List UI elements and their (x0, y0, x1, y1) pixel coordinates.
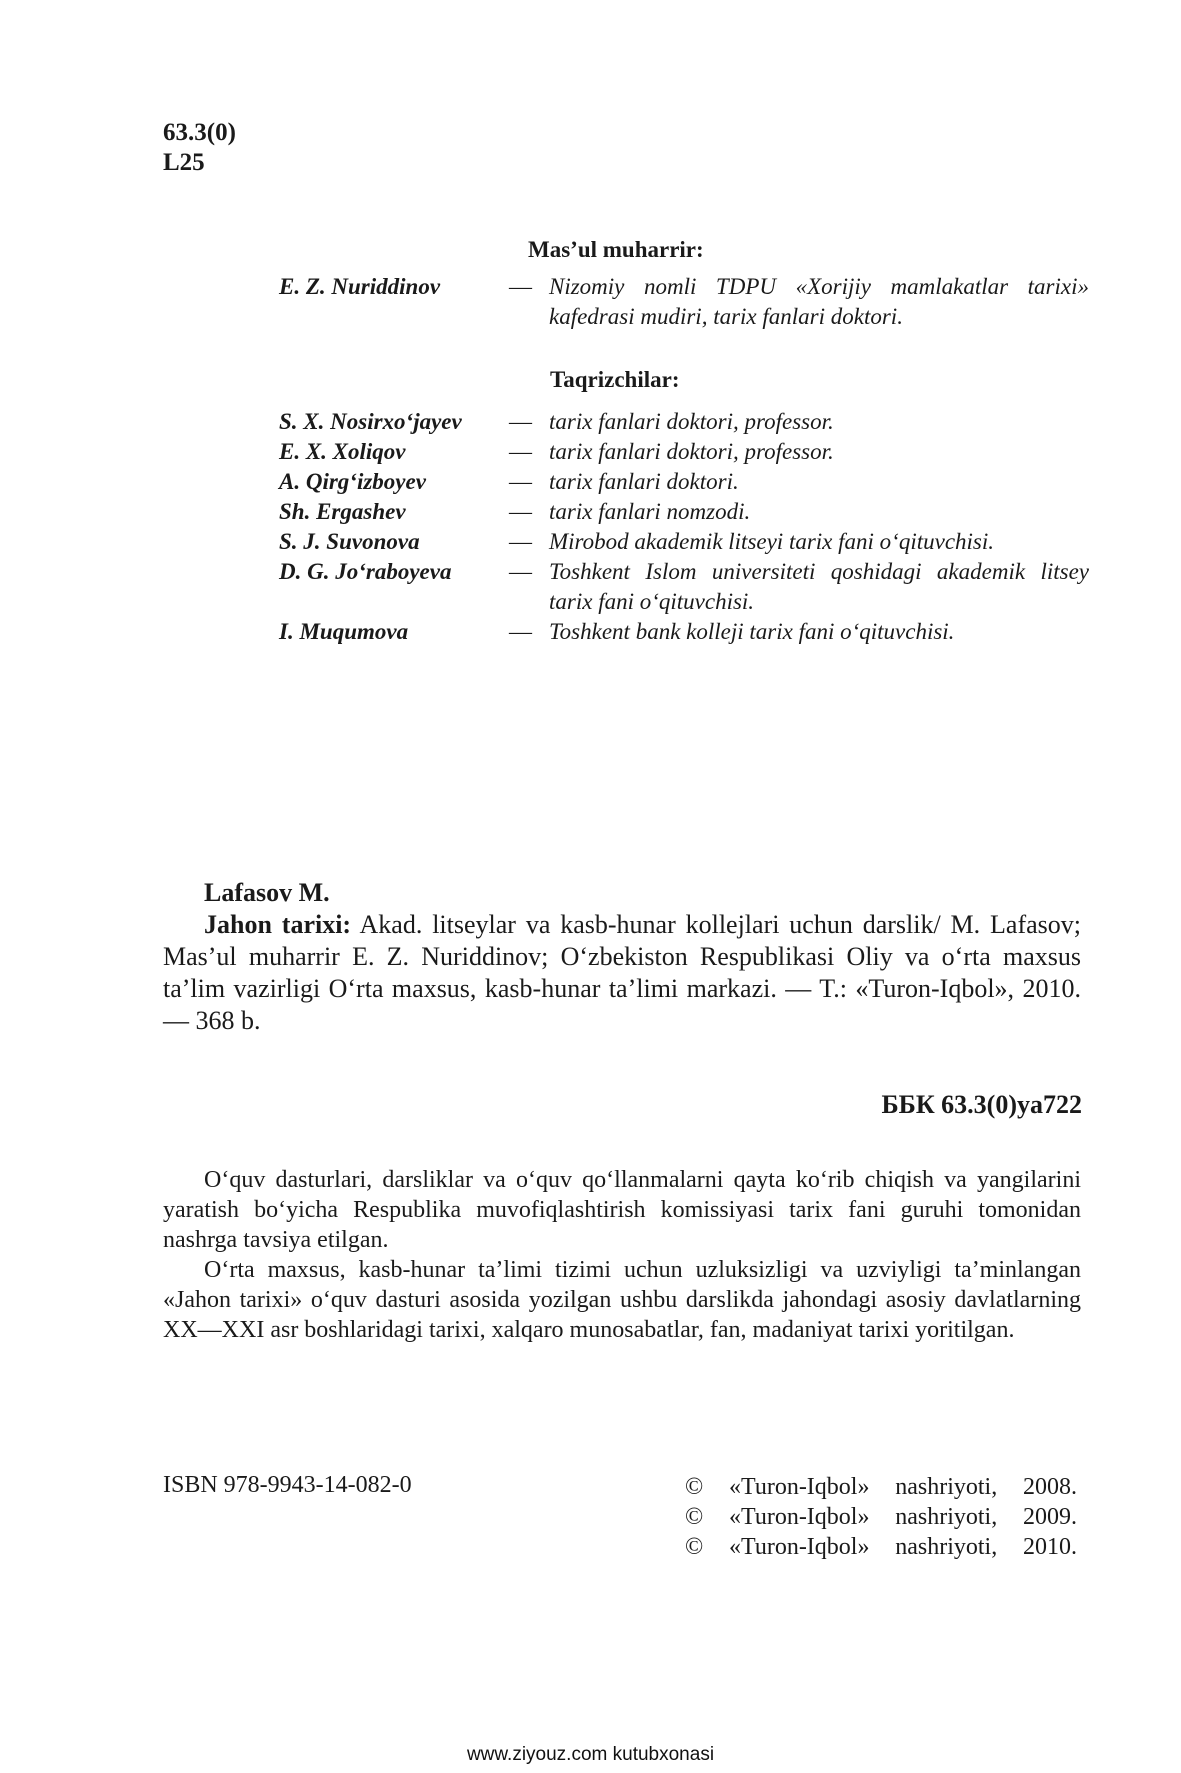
reviewer-name: A. Qirg‘izboyev (279, 469, 426, 494)
copyright-block (685, 1472, 1077, 1562)
reviewer-name: S. J. Suvonova (279, 529, 420, 554)
bibliographic-record (163, 877, 1081, 1037)
reviewer-dash: — (509, 559, 532, 584)
bbk-code: ББК 63.3(0)ya722 (881, 1090, 1082, 1119)
isbn: ISBN 978-9943-14-082-0 (163, 1472, 412, 1498)
editor-description: Nizomiy nomli TDPU «Xorijiy mamlakatlar tarixi» kafedrasi mudiri, tarix fanlari doktori. (549, 274, 1089, 329)
reviewer-description: tarix fanlari doktori, professor. (549, 409, 834, 434)
biblio-title: Jahon tarixi: (204, 910, 352, 939)
reviewer-dash: — (509, 469, 532, 494)
reviewer-name: Sh. Ergashev (279, 499, 406, 524)
biblio-author: Lafasov M. (204, 878, 330, 907)
reviewer-dash: — (509, 619, 532, 644)
reviewer-description: Mirobod akademik litseyi tarix fani o‘qituvchisi. (549, 529, 995, 554)
reviewer-name: D. G. Jo‘raboyeva (279, 559, 452, 584)
book-description (163, 1165, 1081, 1345)
copyright-line: © «Turon-Iqbol» nashriyoti, 2009. (685, 1504, 1077, 1530)
biblio-details: Akad. litseylar va kasb-hunar kollejlari uchun darslik/ M. Lafasov; Mas’ul muharrir E. Z. Nuriddinov; O‘zbekiston Respublikasi Oliy va o‘rta maxsus ta’lim vazirligi O‘rta maxsus, kasb-hunar ta’limi markazi. — T.: «Turon-Iqbol», 2010. — 368 b. (163, 910, 1081, 1035)
reviewer-dash: — (509, 439, 532, 464)
copyright-line: © «Turon-Iqbol» nashriyoti, 2010. (685, 1534, 1077, 1560)
reviewer-dash: — (509, 529, 532, 554)
editor-heading: Mas’ul muharrir: (528, 237, 704, 262)
description-paragraph: O‘rta maxsus, kasb-hunar ta’limi tizimi uchun uzluksizligi va uzviyligi ta’minlangan «Jahon tarixi» o‘quv dasturi asosida yozilgan ushbu darslikda jahondagi asosiy davlatlarning XX—XXI asr boshlaridagi tarixi, xalqaro munosabatlar, fan, madaniyat tarixi yoritilgan. (163, 1257, 1081, 1343)
reviewers-heading: Taqrizchilar: (550, 367, 680, 392)
reviewer-dash: — (509, 499, 532, 524)
copyright-line: © «Turon-Iqbol» nashriyoti, 2008. (685, 1474, 1077, 1500)
editor-dash: — (509, 274, 532, 299)
reviewer-description: Toshkent bank kolleji tarix fani o‘qituvchisi. (549, 619, 955, 644)
udc-code: 63.3(0) (163, 119, 236, 146)
reviewer-description: tarix fanlari doktori. (549, 469, 739, 494)
reviewer-name: S. X. Nosirxo‘jayev (279, 409, 462, 434)
classification-codes (163, 118, 236, 178)
footer-watermark: www.ziyouz.com kutubxonasi (466, 1744, 715, 1765)
description-paragraph: O‘quv dasturlari, darsliklar va o‘quv qo‘llanmalarni qayta ko‘rib chiqish va yangilarini yaratish bo‘yicha Respublika muvofiqlashtirish komissiyasi tarix fani guruhi tomonidan nashrga tavsiya etilgan. (163, 1167, 1081, 1253)
author-mark: L25 (163, 149, 205, 176)
reviewer-name: E. X. Xoliqov (279, 439, 406, 464)
reviewer-dash: — (509, 409, 532, 434)
reviewer-description: Toshkent Islom universiteti qoshidagi akademik litsey tarix fani o‘qituvchisi. (549, 559, 1089, 614)
editor-name: E. Z. Nuriddinov (279, 274, 441, 299)
reviewer-name: I. Muqumova (279, 619, 409, 644)
biblio-body (163, 909, 1081, 1037)
reviewer-description: tarix fanlari nomzodi. (549, 499, 751, 524)
reviewer-description: tarix fanlari doktori, professor. (549, 439, 834, 464)
